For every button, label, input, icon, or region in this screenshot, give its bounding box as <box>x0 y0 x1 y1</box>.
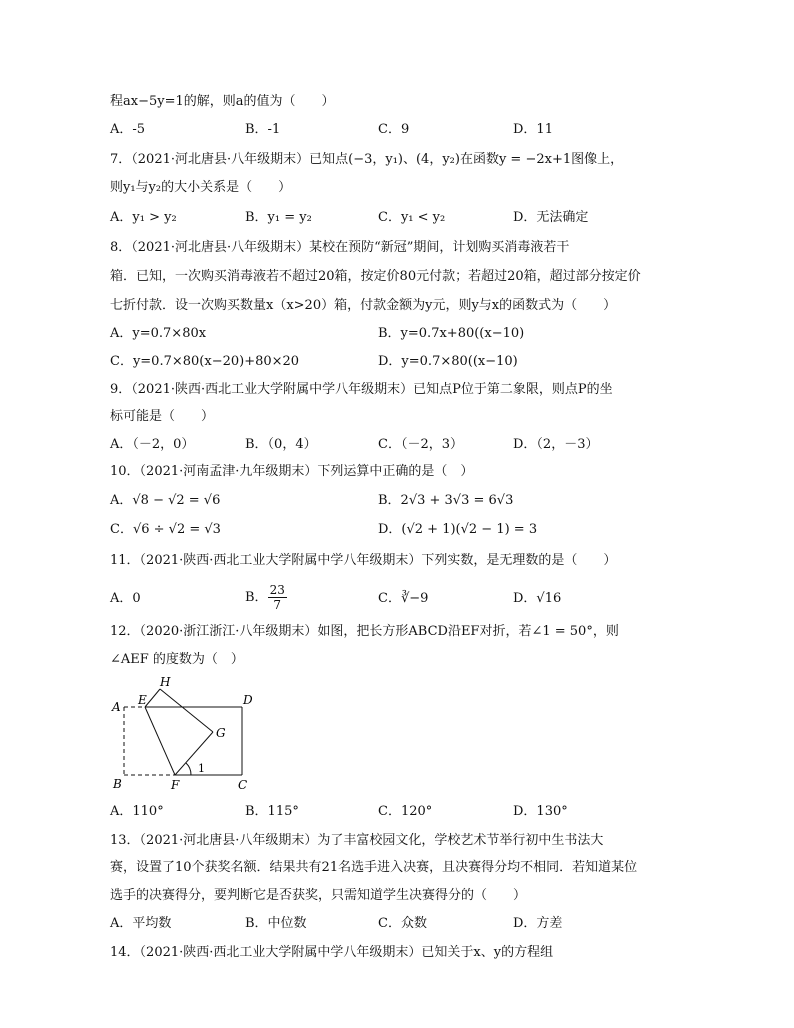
q10-option-c[interactable]: C．√6 ÷ √2 = √3 <box>110 522 221 537</box>
q12-option-a[interactable]: A．110° <box>110 804 164 819</box>
q12-option-b[interactable]: B．115° <box>245 804 299 819</box>
q7-option-d[interactable]: D．无法确定 <box>513 210 589 225</box>
q13-option-c[interactable]: C．众数 <box>378 916 427 931</box>
q8-option-c[interactable]: C．y=0.7×80(x−20)+80×20 <box>110 354 300 369</box>
fig-eh <box>145 689 160 707</box>
q8-option-b[interactable]: B．y=0.7x+80((x−10) <box>378 326 525 341</box>
q8-option-d[interactable]: D．y=0.7×80((x−10) <box>378 354 518 369</box>
q12-figure <box>105 672 265 797</box>
q14-stem: 14．（2021·陕西·西北工业大学附属中学八年级期末）已知关于x、y的方程组 <box>110 945 554 960</box>
q9-option-b[interactable]: B．（0，4） <box>245 437 317 452</box>
fraction-denominator: 7 <box>273 598 282 612</box>
q13-stem-line2: 赛，设置了10个获奖名额．结果共有21名选手进入决赛，且决赛得分均不相同．若知道某位 <box>110 860 638 875</box>
q6-stem: 程ax−5y=1的解，则a的值为（ ） <box>110 94 335 109</box>
q8-stem-line2: 箱．已知，一次购买消毒液若不超过20箱，按定价80元付款；若超过20箱，超过部分按定价 <box>110 269 641 284</box>
q6-option-a[interactable]: A．-5 <box>110 122 146 137</box>
fig-gf <box>175 732 213 775</box>
q11-option-b[interactable] <box>245 580 287 616</box>
q8-option-a[interactable]: A．y=0.7×80x <box>110 326 207 341</box>
q7-option-a[interactable]: A．y₁ > y₂ <box>110 210 177 225</box>
fig-ef <box>145 707 175 775</box>
fig-label-b: B <box>113 777 122 791</box>
q6-option-b[interactable]: B．-1 <box>245 122 281 137</box>
q10-option-b[interactable]: B．2√3 + 3√3 = 6√3 <box>378 493 514 508</box>
fig-label-f: F <box>171 778 180 792</box>
q11-option-d[interactable]: D．√16 <box>513 591 562 606</box>
q12-option-c[interactable]: C．120° <box>378 804 433 819</box>
q7-stem-line1: 7．（2021·河北唐县·八年级期末）已知点(−3，y₁)、(4，y₂)在函数y = −2x+1图像上， <box>110 152 624 167</box>
fig-label-a: A <box>112 700 121 714</box>
q13-option-b[interactable]: B．中位数 <box>245 916 307 931</box>
q11-option-a[interactable]: A．0 <box>110 591 141 606</box>
q13-stem-line3: 选手的决赛得分，要判断它是否获奖，只需知道学生决赛得分的（ ） <box>110 888 527 903</box>
q10-option-a[interactable]: A．√8 − √2 = √6 <box>110 493 221 508</box>
q7-option-b[interactable]: B．y₁ = y₂ <box>245 210 312 225</box>
q11-fraction <box>268 583 287 612</box>
q11-stem: 11．（2021·陕西·西北工业大学附属中学八年级期末）下列实数，是无理数的是（ ） <box>110 553 617 568</box>
fig-label-g: G <box>216 726 226 740</box>
q6-option-c[interactable]: C．9 <box>378 122 410 137</box>
q9-option-c[interactable]: C．（－2，3） <box>378 437 463 452</box>
q13-option-a[interactable]: A．平均数 <box>110 916 172 931</box>
q8-stem-line1: 8．（2021·河北唐县·八年级期末）某校在预防“新冠”期间，计划购买消毒液若干 <box>110 240 570 255</box>
q8-stem-line3: 七折付款．设一次购买数量x（x>20）箱，付款金额为y元，则y与x的函数式为（ ） <box>110 298 617 313</box>
fig-angle-arc <box>186 763 191 775</box>
q7-option-c[interactable]: C．y₁ < y₂ <box>378 210 446 225</box>
q9-stem-line1: 9．（2021·陕西·西北工业大学附属中学八年级期末）已知点P位于第二象限，则点P的坐 <box>110 382 613 397</box>
q6-option-d[interactable]: D．11 <box>513 122 553 137</box>
q13-stem-line1: 13．（2021·河北唐县·八年级期末）为了丰富校园文化，学校艺术节举行初中生书法大 <box>110 833 604 848</box>
q9-stem-line2: 标可能是（ ） <box>110 409 215 424</box>
q9-option-a[interactable]: A．（－2，0） <box>110 437 195 452</box>
q9-option-d[interactable]: D．（2，－3） <box>513 437 599 452</box>
fig-label-c: C <box>238 778 248 792</box>
q12-option-d[interactable]: D．130° <box>513 804 568 819</box>
q11-option-b-letter: B． <box>245 590 268 605</box>
q11-option-c[interactable]: C．∛−9 <box>378 591 429 606</box>
fig-label-h: H <box>160 675 171 689</box>
fig-label-angle: 1 <box>198 762 205 775</box>
q10-stem: 10．（2021·河南孟津·九年级期末）下列运算中正确的是（ ） <box>110 464 474 479</box>
fig-label-e: E <box>138 693 147 707</box>
q7-stem-line2: 则y₁与y₂的大小关系是（ ） <box>110 180 292 195</box>
q13-option-d[interactable]: D．方差 <box>513 916 563 931</box>
fraction-numerator: 23 <box>269 583 285 597</box>
fig-label-d: D <box>243 693 253 707</box>
q10-option-d[interactable]: D．(√2 + 1)(√2 − 1) = 3 <box>378 522 538 537</box>
q12-stem-line2: ∠AEF 的度数为（ ） <box>110 652 244 667</box>
fig-hg <box>160 689 213 732</box>
q12-stem-line1: 12．（2020·浙江浙江·八年级期末）如图，把长方形ABCD沿EF对折，若∠1 = 50°，则 <box>110 624 619 639</box>
